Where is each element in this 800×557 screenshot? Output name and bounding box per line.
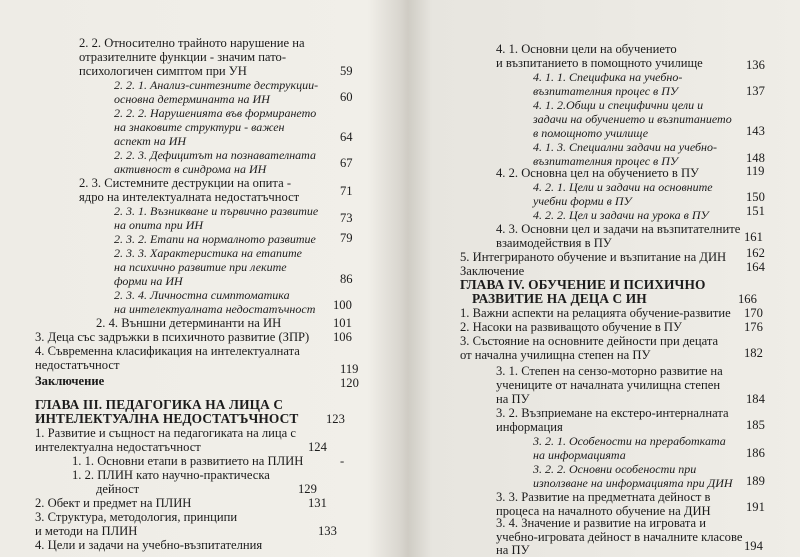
toc-entry: 3. 2. 1. Особености на преработката [533,434,726,448]
page-number: 137 [746,84,765,98]
page-number: - [340,454,345,468]
page-number: 182 [744,346,763,360]
toc-entry: аспект на ИН [114,134,187,148]
toc-entry: възпитателния процес в ПУ [533,84,678,98]
toc-entry: основна детерминанта на ИН [114,92,270,106]
toc-entry: взаимодействия в ПУ [496,236,612,250]
toc-entry: 3. 2. 2. Основни особености при [533,462,697,476]
toc-entry: задачи на обучението и възпитанието [533,112,732,126]
toc-entry: на знаковите структури - важен [114,120,285,134]
toc-entry: 4. 2. 1. Цели и задачи на основните [533,180,713,194]
toc-entry: на психично развитие при леките [114,260,287,274]
toc-entry: на интелектуалната недостатъчност [114,302,316,316]
page-number: 151 [746,204,765,218]
toc-entry: 4. Цели и задачи на учебно-възпитателния [35,538,263,552]
page-number: 194 [744,539,763,553]
toc-entry: на информацията [533,448,626,462]
page-number: 67 [340,156,353,170]
page-number: 164 [746,260,765,274]
toc-entry: 4. 2. Основна цел на обучението в ПУ [496,166,699,180]
toc-entry: 2. Насоки на развиващото обучение в ПУ [460,320,682,334]
toc-entry: отразителните функции - значим пато- [79,50,287,64]
page-number: 133 [318,524,337,538]
toc-entry: учебни форми в ПУ [533,194,632,208]
toc-entry: 1. 1. Основни етапи в развитието на ПЛИН [72,454,304,468]
chapter-heading: ГЛАВА III. ПЕДАГОГИКА НА ЛИЦА С [35,397,284,412]
toc-entry: психологичен симптом при УН [79,64,247,78]
page-number: 184 [746,392,765,406]
toc-entry: 3. 2. Възприемане на екстеро-интерналната [496,406,729,420]
toc-entry: 2. 3. 4. Личностна симптоматика [114,288,290,302]
page-number: 129 [298,482,317,496]
page-number: 166 [738,292,757,306]
toc-entry: 4. 2. 2. Цел и задачи на урока в ПУ [533,208,709,222]
toc-entry: информация [496,420,563,434]
page-number: 131 [308,496,327,510]
toc-entry: процеса на началното обучение на ДИН [496,504,711,518]
chapter-heading: РАЗВИТИЕ НА ДЕЦА С ИН [472,291,647,306]
page-number: 86 [340,272,353,286]
toc-entry: в помощното училище [533,126,649,140]
toc-entry: и методи на ПЛИН [35,524,138,538]
page-number: 143 [746,124,765,138]
toc-entry: 3. 3. Развитие на предметната дейност в [496,490,711,504]
toc-entry: учениците от началната училищна степен [496,378,721,392]
toc-entry: недостатъчност [35,358,120,372]
toc-entry: на ПУ [496,392,530,406]
page-number: 176 [744,320,763,334]
toc-entry: 2. 4. Външни детерминанти на ИН [96,316,282,330]
toc-entry: учебно-игровата дейност в началните класове [496,530,743,544]
toc-entry: Заключение [460,264,525,278]
toc-entry: 3. 1. Степен на сензо-моторно развитие на [496,364,723,378]
toc-entry: дейност [96,482,140,496]
page-number: 79 [340,231,353,245]
page-number: 162 [746,246,765,260]
page-number: 64 [340,130,353,144]
chapter-heading: ИНТЕЛЕКТУАЛНА НЕДОСТАТЪЧНОСТ [35,411,299,426]
page-number: 150 [746,190,765,204]
page-number: 170 [744,306,763,320]
toc-entry: от начална училищна степен на ПУ [460,348,651,362]
page-number: 106 [333,330,352,344]
toc-entry: използване на информацията при ДИН [533,476,733,490]
toc-entry: 5. Интегрираното обучение и възпитание на ДИН [460,250,727,264]
page-number: 101 [333,316,352,330]
right-page [400,0,800,557]
toc-entry: възпитателния процес в ПУ [533,154,678,168]
toc-entry: 2. 3. 2. Етапи на нормалното развитие [114,232,316,246]
page-number: 185 [746,418,765,432]
toc-entry: 1. 2. ПЛИН като научно-практическа [72,468,270,482]
page-number: 119 [746,164,765,178]
toc-entry: интелектуална недостатъчност [35,440,201,454]
toc-entry: 2. 3. 1. Възникване и първично развитие [114,204,319,218]
toc-entry: и възпитанието в помощното училище [496,56,703,70]
page-number: 119 [340,362,359,376]
chapter-heading: ГЛАВА IV. ОБУЧЕНИЕ И ПСИХИЧНО [460,277,706,292]
page-number: 189 [746,474,765,488]
page-number: 191 [746,500,765,514]
page-number: 123 [326,412,345,426]
page-number: 71 [340,184,353,198]
toc-entry: 4. Съвременна класификация на интелектуалната [35,344,300,358]
toc-entry: Заключение [35,374,105,388]
toc-entry: 2. 3. Системните деструкции на опита - [79,176,292,190]
toc-entry: 4. 1. Основни цели на обучението [496,42,677,56]
toc-entry: 2. 3. 3. Характеристика на етапите [114,246,303,260]
toc-entry: 2. 2. 3. Дефицитът на познавателната [114,148,316,162]
toc-entry: 3. Деца със задръжки в психичното развитие (ЗПР) [35,330,310,344]
page-number: 148 [746,151,765,165]
toc-entry: 2. 2. 2. Нарушенията във формирането [114,106,317,120]
toc-entry: 4. 3. Основни цел и задачи на възпитателните [496,222,741,236]
toc-entry: 4. 1. 1. Специфика на учебно- [533,70,683,84]
toc-entry: ядро на интелектуалната недостатъчност [79,190,300,204]
toc-entry: на ПУ [496,543,530,557]
toc-entry: 3. Структура, методология, принципи [35,510,238,524]
toc-entry: на опита при ИН [114,218,204,232]
page-number: 100 [333,298,352,312]
toc-entry: 2. 2. 1. Анализ-синтезните деструкции- [114,78,319,92]
page-number: 120 [340,376,359,390]
toc-entry: 2. Обект и предмет на ПЛИН [35,496,192,510]
toc-entry: 2. 2. Относително трайното нарушение на [79,36,305,50]
toc-entry: форми на ИН [114,274,183,288]
page-number: 59 [340,64,353,78]
toc-entry: 1. Развитие и същност на педагогиката на лица с [35,426,296,440]
toc-entry: 3. Състояние на основните дейности при децата [460,334,719,348]
page-number: 186 [746,446,765,460]
toc-entry: 3. 4. Значение и развитие на игровата и [496,516,707,530]
toc-entry: активност в синдрома на ИН [114,162,267,176]
toc-entry: 4. 1. 2.Общи и специфични цели и [533,98,704,112]
page-number: 124 [308,440,327,454]
page-number: 161 [744,230,763,244]
toc-entry: 1. Важни аспекти на релацията обучение-развитие [460,306,731,320]
page-number: 60 [340,90,353,104]
toc-entry: 4. 1. 3. Специални задачи на учебно- [533,140,717,154]
page-number: 136 [746,58,765,72]
page-number: 73 [340,211,353,225]
